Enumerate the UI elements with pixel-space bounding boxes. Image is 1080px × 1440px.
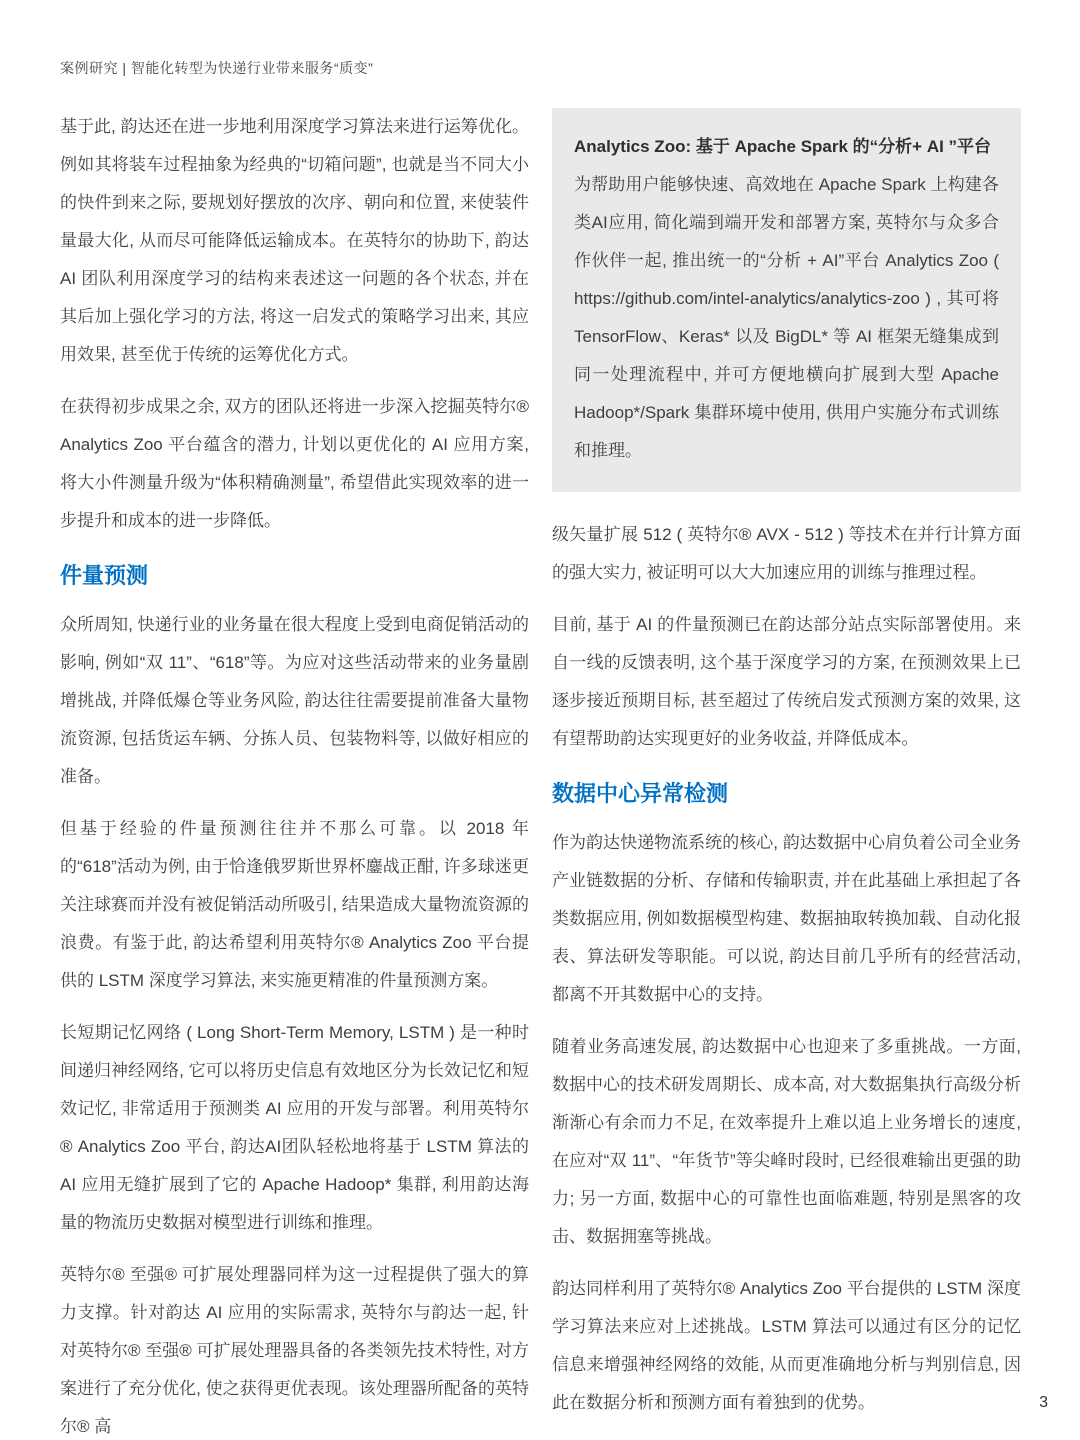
page-number: 3 <box>1039 1394 1048 1411</box>
content-columns <box>60 108 1021 1440</box>
paragraph: 目前, 基于 AI 的件量预测已在韵达部分站点实际部署使用。来自一线的反馈表明, 这个基于深度学习的方案, 在预测效果上已逐步接近预期目标, 甚至超过了传统启发式预测方案的效果, 这有望帮助韵达实现更好的业务收益, 并降低成本。 <box>552 615 1021 748</box>
paragraph: 长短期记忆网络 ( Long Short-Term Memory, LSTM ) 是一种时间递归神经网络, 它可以将历史信息有效地区分为长效记忆和短效记忆, 非常适用于预测类 AI 应用的开发与部署。利用英特尔® Analytics Zoo 平台, 韵达AI团队轻松地将基于 LSTM 算法的 AI 应用无缝扩展到了它的 Apache Hadoop* 集群, 利用韵达海量的物流历史数据对模型进行训练和推理。 <box>60 1023 529 1232</box>
infobox-title: Analytics Zoo: 基于 Apache Spark 的“分析+ AI ”平台 <box>574 137 992 156</box>
paragraph: 级矢量扩展 512 ( 英特尔® AVX - 512 ) 等技术在并行计算方面的强大实力, 被证明可以大大加速应用的训练与推理过程。 <box>552 525 1021 582</box>
paragraph: 英特尔® 至强® 可扩展处理器同样为这一过程提供了强大的算力支撑。针对韵达 AI 应用的实际需求, 英特尔与韵达一起, 针对英特尔® 至强® 可扩展处理器具备的各类领先技术特性, 对方案进行了充分优化, 使之获得更优表现。该处理器所配备的英特尔® 高 <box>60 1265 529 1436</box>
paragraph: 韵达同样利用了英特尔® Analytics Zoo 平台提供的 LSTM 深度学习算法来应对上述挑战。LSTM 算法可以通过有区分的记忆信息来增强神经网络的效能, 从而更准确地分析与判别信息, 因此在数据分析和预测方面有着独到的优势。 <box>552 1279 1021 1412</box>
paragraph: 作为韵达快递物流系统的核心, 韵达数据中心肩负着公司全业务产业链数据的分析、存储和传输职责, 并在此基础上承担起了各类数据应用, 例如数据模型构建、数据抽取转换加载、自动化报表、算法研发等职能。可以说, 韵达目前几乎所有的经营活动, 都离不开其数据中心的支持。 <box>552 833 1021 1004</box>
infobox-body: 为帮助用户能够快速、高效地在 Apache Spark 上构建各类AI应用, 简化端到端开发和部署方案, 英特尔与众多合作伙伴一起, 推出统一的“分析 + AI”平台 Analytics Zoo ( https://github.com/intel-analytics/analytics-zoo ) , 其可将 TensorFlow、Keras* 以及 BigDL* 等 AI 框架无缝集成到同一处理流程中, 并可方便地横向扩展到大型 Apache Hadoop*/Spark 集群环境中使用, 供用户实施分布式训练和推理。 <box>574 175 999 460</box>
paragraph: 但基于经验的件量预测往往并不那么可靠。以 2018 年的“618”活动为例, 由于恰逢俄罗斯世界杯鏖战正酣, 许多球迷更关注球赛而并没有被促销活动所吸引, 结果造成大量物流资源的浪费。有鉴于此, 韵达希望利用英特尔® Analytics Zoo 平台提供的 LSTM 深度学习算法, 来实施更精准的件量预测方案。 <box>60 819 529 990</box>
section-heading-volume-forecast: 件量预测 <box>60 563 149 588</box>
right-column <box>552 108 1021 1436</box>
paragraph: 基于此, 韵达还在进一步地利用深度学习算法来进行运筹优化。例如其将装车过程抽象为经典的“切箱问题”, 也就是当不同大小的快件到来之际, 要规划好摆放的次序、朝向和位置, 来使装件量最大化, 从而尽可能降低运输成本。在英特尔的协助下, 韵达 AI 团队利用深度学习的结构来表述这一问题的各个状态, 并在其后加上强化学习的方法, 将这一启发式的策略学习出来, 其应用效果, 甚至优于传统的运筹优化方式。 <box>60 117 529 364</box>
paragraph: 众所周知, 快递行业的业务量在很大程度上受到电商促销活动的影响, 例如“双 11”、“618”等。为应对这些活动带来的业务量剧增挑战, 并降低爆仓等业务风险, 韵达往往需要提前准备大量物流资源, 包括货运车辆、分拣人员、包装物料等, 以做好相应的准备。 <box>60 615 529 786</box>
paragraph: 随着业务高速发展, 韵达数据中心也迎来了多重挑战。一方面, 数据中心的技术研发周期长、成本高, 对大数据集执行高级分析渐渐心有余而力不足, 在效率提升上难以追上业务增长的速度, 在应对“双 11”、“年货节”等尖峰时段时, 已经很难输出更强的助力; 另一方面, 数据中心的可靠性也面临难题, 特别是黑客的攻击、数据拥塞等挑战。 <box>552 1037 1021 1246</box>
page-header: 案例研究 | 智能化转型为快递行业带来服务“质变” <box>60 60 374 76</box>
analytics-zoo-infobox <box>552 108 1021 492</box>
section-heading-datacenter-anomaly: 数据中心异常检测 <box>552 781 729 806</box>
paragraph: 在获得初步成果之余, 双方的团队还将进一步深入挖掘英特尔® Analytics Zoo 平台蕴含的潜力, 计划以更优化的 AI 应用方案, 将大小件测量升级为“体积精确测量”, 希望借此实现效率的进一步提升和成本的进一步降低。 <box>60 397 529 530</box>
left-column <box>60 108 529 1440</box>
